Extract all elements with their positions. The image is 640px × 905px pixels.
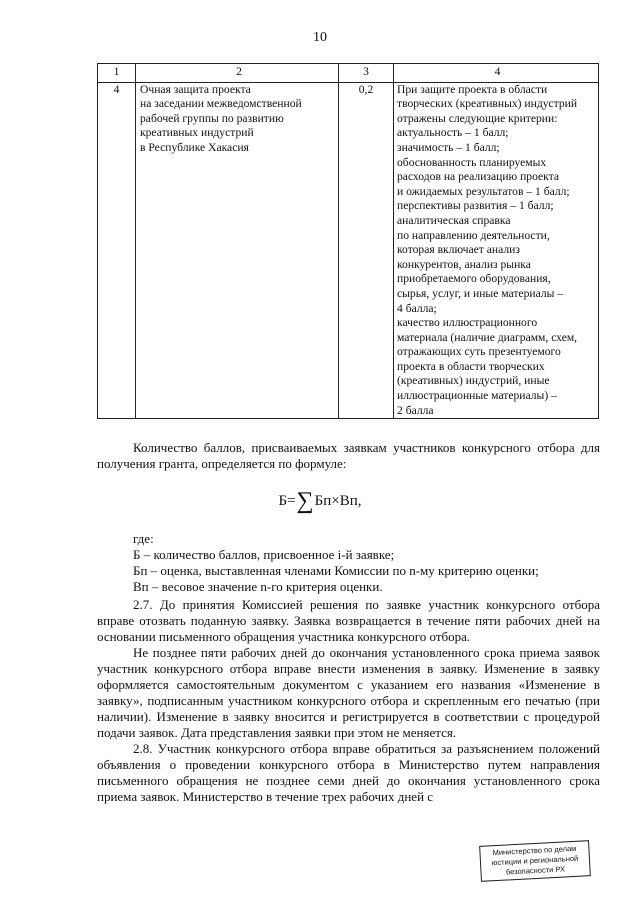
page-number: 10 bbox=[313, 30, 327, 45]
stamp-line: Министерство по делам bbox=[492, 843, 577, 858]
section-text bbox=[97, 597, 600, 805]
criteria-line: которая включает анализ bbox=[397, 243, 520, 257]
definition-line: Бп – оценка, выставленная членами Комиссии по n-му критерию оценки; bbox=[133, 563, 539, 578]
header-col-4: 4 bbox=[394, 64, 599, 83]
criteria-table bbox=[97, 63, 599, 419]
table-header-row bbox=[98, 64, 599, 83]
criteria-line: перспективы развития – 1 балл; bbox=[397, 199, 554, 213]
criteria-line: аналитическая справка bbox=[397, 213, 511, 227]
criteria-line: проекта в области творческих bbox=[397, 359, 545, 373]
where-label: где: bbox=[133, 531, 154, 546]
paragraph-changes: Не позднее пяти рабочих дней до окончания установленного срока приема заявок участник конкурсного отбора вправе внести изменения в заявку. Изменение в заявку оформляется самостоятельным документом с указанием его названия «Изменение в заявку», подписанным участником конкурсного отбора и скрепленным его печатью (при наличии). Изменение в заявку вносится и регистрируется в соответствии с процедурой подачи заявок. Дата представления заявки при этом не меняется. bbox=[97, 645, 600, 740]
row-number: 4 bbox=[98, 82, 136, 419]
formula-right: Бп×Вп, bbox=[314, 493, 362, 509]
criteria-line: приобретаемого оборудования, bbox=[397, 272, 551, 286]
row-criteria-description bbox=[394, 82, 599, 419]
row-weight: 0,2 bbox=[339, 82, 394, 419]
name-line: Очная защита проекта bbox=[140, 82, 251, 96]
formula-left: Б= bbox=[278, 493, 296, 509]
definition-line: Вп – весовое значение n-го критерия оценки. bbox=[133, 579, 383, 594]
criteria-line: и ожидаемых результатов – 1 балл; bbox=[397, 184, 570, 198]
formula-intro-paragraph: Количество баллов, присваиваемых заявкам участников конкурсного отбора для получения гранта, определяется по формуле: bbox=[97, 440, 600, 471]
header-col-2: 2 bbox=[136, 64, 339, 83]
criteria-line: качество иллюстрационного bbox=[397, 316, 538, 330]
paragraph-2-7: 2.7. До принятия Комиссией решения по заявке участник конкурсного отбора вправе отозвать поданную заявку. Заявка возвращается в течение пяти рабочих дней на основании письменного обращения участника конкурсного отбора. bbox=[97, 597, 600, 644]
name-line: на заседании межведомственной bbox=[140, 97, 302, 111]
table-row bbox=[98, 82, 599, 419]
name-line: креативных индустрий bbox=[140, 126, 254, 140]
header-col-1: 1 bbox=[98, 64, 136, 83]
stamp-line: безопасности РХ bbox=[505, 864, 566, 877]
row-criterion-name bbox=[136, 82, 339, 419]
criteria-line: обоснованность планируемых bbox=[397, 155, 547, 169]
criteria-line: (креативных) индустрий, иные bbox=[397, 374, 550, 388]
definitions-block bbox=[97, 531, 600, 595]
stamp-line: юстиции и региональной bbox=[491, 853, 579, 868]
criteria-line: иллюстрационные материалы) – bbox=[397, 389, 557, 403]
name-line: рабочей группы по развитию bbox=[140, 111, 284, 125]
intro-block bbox=[97, 440, 600, 472]
criteria-line: значимость – 1 балл; bbox=[397, 140, 500, 154]
criteria-line: творческих (креативных) индустрий bbox=[397, 97, 578, 111]
ministry-stamp bbox=[479, 840, 591, 882]
score-formula bbox=[0, 488, 640, 515]
criteria-line: по направлению деятельности, bbox=[397, 228, 550, 242]
header-col-3: 3 bbox=[339, 64, 394, 83]
criteria-line: конкурентов, анализ рынка bbox=[397, 257, 531, 271]
criteria-line: отражающих суть презентуемого bbox=[397, 345, 561, 359]
criteria-line: актуальность – 1 балл; bbox=[397, 126, 509, 140]
criteria-line: расходов на реализацию проекта bbox=[397, 170, 560, 184]
definition-line: Б – количество баллов, присвоенное i-й заявке; bbox=[133, 547, 395, 562]
criteria-line: материала (наличие диаграмм, схем, bbox=[397, 330, 578, 344]
criteria-line: 2 балла bbox=[397, 403, 434, 417]
criteria-line: сырья, услуг, и иные материалы – bbox=[397, 286, 564, 300]
criteria-line: 4 балла; bbox=[397, 301, 437, 315]
criteria-line: При защите проекта в области bbox=[397, 82, 548, 96]
name-line: в Республике Хакасия bbox=[140, 140, 249, 154]
sigma-symbol: ∑ bbox=[296, 488, 314, 514]
paragraph-2-8: 2.8. Участник конкурсного отбора вправе обратиться за разъяснением положений объявления о проведении конкурсного отбора в Министерство путем направления письменного обращения не позднее семи дней до окончания установленного срока приема заявок. Министерство в течение трех рабочих дней с bbox=[97, 741, 600, 804]
criteria-line: отражены следующие критерии: bbox=[397, 111, 558, 125]
